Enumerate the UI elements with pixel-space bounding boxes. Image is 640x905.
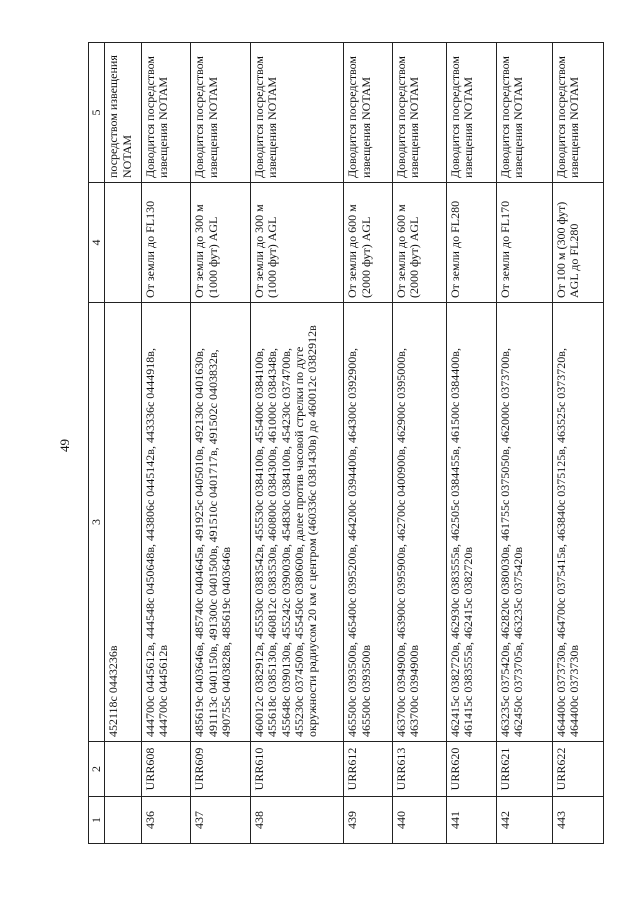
restricted-zones-table <box>88 42 604 844</box>
zone-id: URR613 <box>392 742 446 797</box>
zone-notes: Доводится посредством извещения NOTAM <box>191 43 250 183</box>
table-row <box>496 43 552 844</box>
zone-coordinates: 444700с 0445612в, 444548с 0450648в, 443806с 0445142в, 443336с 0444918в, 444700с 0445612в <box>141 303 191 742</box>
zone-id: URR610 <box>250 742 343 797</box>
row-number: 436 <box>141 797 191 844</box>
zone-coordinates: 463700с 0394900в, 463900с 0395900в, 462700с 0400900в, 462900с 0395000в, 463700с 0394900в <box>392 303 446 742</box>
column-header-5: 5 <box>89 43 105 183</box>
table-row <box>344 43 393 844</box>
zone-id: URR609 <box>191 742 250 797</box>
column-header-4: 4 <box>89 183 105 303</box>
zone-coordinates: 464400с 0373730в, 464700с 0375415в, 463840с 0375125в, 463525с 0373720в, 464400с 0373730в <box>553 303 604 742</box>
zone-coordinates: 462415с 0382720в, 462930с 0383555в, 462505с 0384455в, 461500с 0384400в, 461415с 0383555в, 462415с 0382720в <box>446 303 496 742</box>
zone-altitude: От земли до 300 м (1000 фут) AGL <box>250 183 343 303</box>
column-header-1: 1 <box>89 797 105 844</box>
airspace-table <box>88 55 604 844</box>
table-row <box>392 43 446 844</box>
row-number: 439 <box>344 797 393 844</box>
zone-notes: Доводится посредством извещения NOTAM <box>392 43 446 183</box>
zone-id <box>105 742 141 797</box>
zone-id: URR622 <box>553 742 604 797</box>
zone-id: URR621 <box>496 742 552 797</box>
table-header-row <box>89 43 105 844</box>
zone-notes: Доводится посредством извещения NOTAM <box>446 43 496 183</box>
column-header-3: 3 <box>89 303 105 742</box>
row-number: 437 <box>191 797 250 844</box>
row-number: 443 <box>553 797 604 844</box>
zone-notes: Доводится посредством извещения NOTAM <box>553 43 604 183</box>
zone-altitude <box>105 183 141 303</box>
zone-notes: Доводится посредством извещения NOTAM <box>250 43 343 183</box>
zone-altitude: От земли до 600 м (2000 фут) AGL <box>344 183 393 303</box>
zone-id: URR612 <box>344 742 393 797</box>
table-row <box>191 43 250 844</box>
table-row <box>250 43 343 844</box>
row-number: 442 <box>496 797 552 844</box>
zone-notes: посредством извещения NOTAM <box>105 43 141 183</box>
zone-notes: Доводится посредством извещения NOTAM <box>141 43 191 183</box>
zone-coordinates: 460012с 0382912в, 455530с 0383542в, 455530с 0384100в, 455400с 0384100в, 455618с 0385130в, 460812с 0383530в, 460800с 0384300в, 461000с 0384348в, 455648с 0390130в, 455242с 0390030в, 454830с 0384100в, 454230с 0374700в, 455230с 0374500в, 455450с 0380600в, далее против часовой стрелки по дуге окружности радиусом 20 км с центром (460336с 0381430в) до 460012с 0382912в <box>250 303 343 742</box>
table-row <box>553 43 604 844</box>
table-row <box>105 43 141 844</box>
zone-notes: Доводится посредством извещения NOTAM <box>496 43 552 183</box>
table-row <box>446 43 496 844</box>
table-row <box>141 43 191 844</box>
zone-coordinates: 485619с 0403646в, 485740с 0404645в, 491925с 0405010в, 492130с 0401630в, 491113с 0401150в, 491300с 0401500в, 491510с 0401717в, 491502с 0403832в, 490755с 0403828в, 485619с 0403646в <box>191 303 250 742</box>
zone-altitude: От земли до 600 м (2000 фут) AGL <box>392 183 446 303</box>
zone-altitude: От земли до FL280 <box>446 183 496 303</box>
page-number: 49 <box>57 439 72 452</box>
zone-id: URR620 <box>446 742 496 797</box>
zone-altitude: От земли до FL130 <box>141 183 191 303</box>
zone-coordinates: 463235с 0375420в, 462820с 0380030в, 461755с 0375050в, 462000с 0373700в, 462450с 0373705в, 463235с 0375420в <box>496 303 552 742</box>
zone-altitude: От земли до FL170 <box>496 183 552 303</box>
zone-altitude: От 100 м (300 фут) AGL до FL280 <box>553 183 604 303</box>
zone-altitude: От земли до 300 м (1000 фут) AGL <box>191 183 250 303</box>
row-number: 438 <box>250 797 343 844</box>
row-number: 440 <box>392 797 446 844</box>
zone-coordinates: 465500с 0393500в, 465400с 0395200в, 464200с 0394400в, 464300с 0392900в, 465500с 0393500в <box>344 303 393 742</box>
row-number <box>105 797 141 844</box>
zone-id: URR608 <box>141 742 191 797</box>
zone-notes: Доводится посредством извещения NOTAM <box>344 43 393 183</box>
column-header-2: 2 <box>89 742 105 797</box>
row-number: 441 <box>446 797 496 844</box>
zone-coordinates: 452118с 0443236в <box>105 303 141 742</box>
